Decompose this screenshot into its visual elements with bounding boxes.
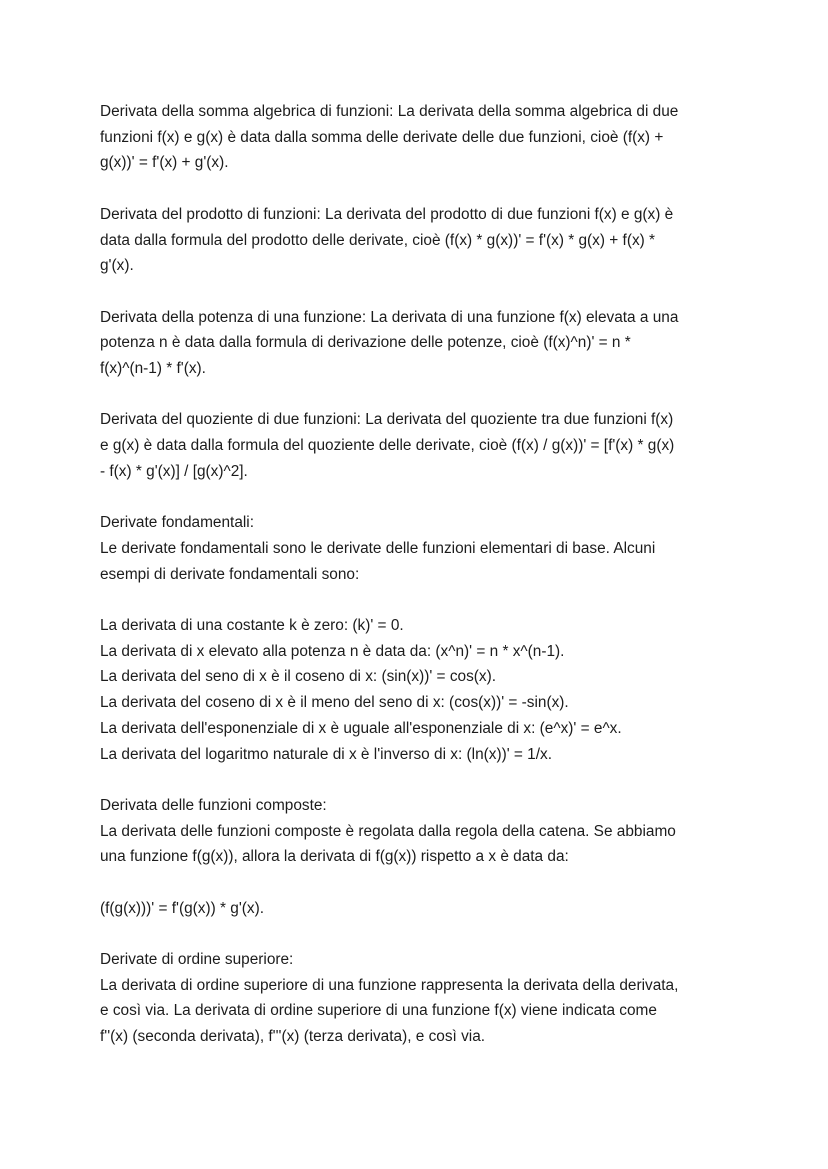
paragraph-derivative-sum [100, 99, 738, 176]
list-item: La derivata dell'esponenziale di x è uguale all'esponenziale di x: (e^x)' = e^x. [100, 719, 622, 737]
text-line: La derivata delle funzioni composte è regolata dalla regola della catena. Se abbiamo [100, 822, 676, 840]
text-line: esempi di derivate fondamentali sono: [100, 565, 360, 583]
text-line: e g(x) è data dalla formula del quoziente delle derivate, cioè (f(x) / g(x))' = [f'(x) * g(x) [100, 437, 675, 455]
text-line: e così via. La derivata di ordine superiore di una funzione f(x) viene indicata come [100, 1002, 657, 1020]
list-item: La derivata del logaritmo naturale di x è l'inverso di x: (ln(x))' = 1/x. [100, 745, 552, 763]
text-line: Derivata del prodotto di funzioni: La derivata del prodotto di due funzioni f(x) e g(x) è [100, 205, 674, 223]
text-line: Derivata del quoziente di due funzioni: La derivata del quoziente tra due funzioni f(x) [100, 411, 674, 429]
paragraph-fundamental-derivatives [100, 510, 738, 587]
text-line: potenza n è data dalla formula di derivazione delle potenze, cioè (f(x)^n)' = n * [100, 334, 631, 352]
text-line: Derivata della potenza di una funzione: La derivata di una funzione f(x) elevata a una [100, 308, 679, 326]
section-heading: Derivata delle funzioni composte: [100, 796, 327, 814]
text-line: La derivata di ordine superiore di una funzione rappresenta la derivata della derivata, [100, 976, 679, 994]
text-line: una funzione f(g(x)), allora la derivata di f(g(x)) rispetto a x è data da: [100, 848, 569, 866]
text-line: - f(x) * g'(x)] / [g(x)^2]. [100, 462, 248, 480]
list-item: La derivata del seno di x è il coseno di x: (sin(x))' = cos(x). [100, 668, 496, 686]
text-line: data dalla formula del prodotto delle derivate, cioè (f(x) * g(x))' = f'(x) * g(x) + f(x) * [100, 231, 656, 249]
list-item: La derivata di una costante k è zero: (k)' = 0. [100, 616, 404, 634]
paragraph-derivative-product [100, 202, 738, 279]
text-line: g(x))' = f'(x) + g'(x). [100, 154, 229, 172]
text-line: f(x)^(n-1) * f'(x). [100, 360, 206, 377]
paragraph-derivative-power [100, 305, 738, 382]
paragraph-derivative-quotient [100, 407, 738, 484]
list-item: La derivata di x elevato alla potenza n è data da: (x^n)' = n * x^(n-1). [100, 642, 565, 660]
section-heading: Derivate fondamentali: [100, 514, 254, 532]
formula-line: (f(g(x)))' = f'(g(x)) * g'(x). [100, 899, 264, 917]
text-line: funzioni f(x) e g(x) è data dalla somma delle derivate delle due funzioni, cioè (f(x) + [100, 128, 664, 146]
text-line: g'(x). [100, 257, 134, 275]
section-heading: Derivate di ordine superiore: [100, 951, 294, 969]
paragraph-fundamental-examples [100, 613, 738, 767]
paragraph-higher-order [100, 947, 738, 1050]
paragraph-chain-rule-formula [100, 896, 738, 922]
text-line: f''(x) (seconda derivata), f'''(x) (terza derivata), e così via. [100, 1028, 486, 1046]
text-line: Derivata della somma algebrica di funzioni: La derivata della somma algebrica di due [100, 103, 679, 120]
list-item: La derivata del coseno di x è il meno del seno di x: (cos(x))' = -sin(x). [100, 694, 569, 712]
paragraph-composite-functions [100, 793, 738, 870]
text-line: Le derivate fondamentali sono le derivate delle funzioni elementari di base. Alcuni [100, 539, 656, 557]
